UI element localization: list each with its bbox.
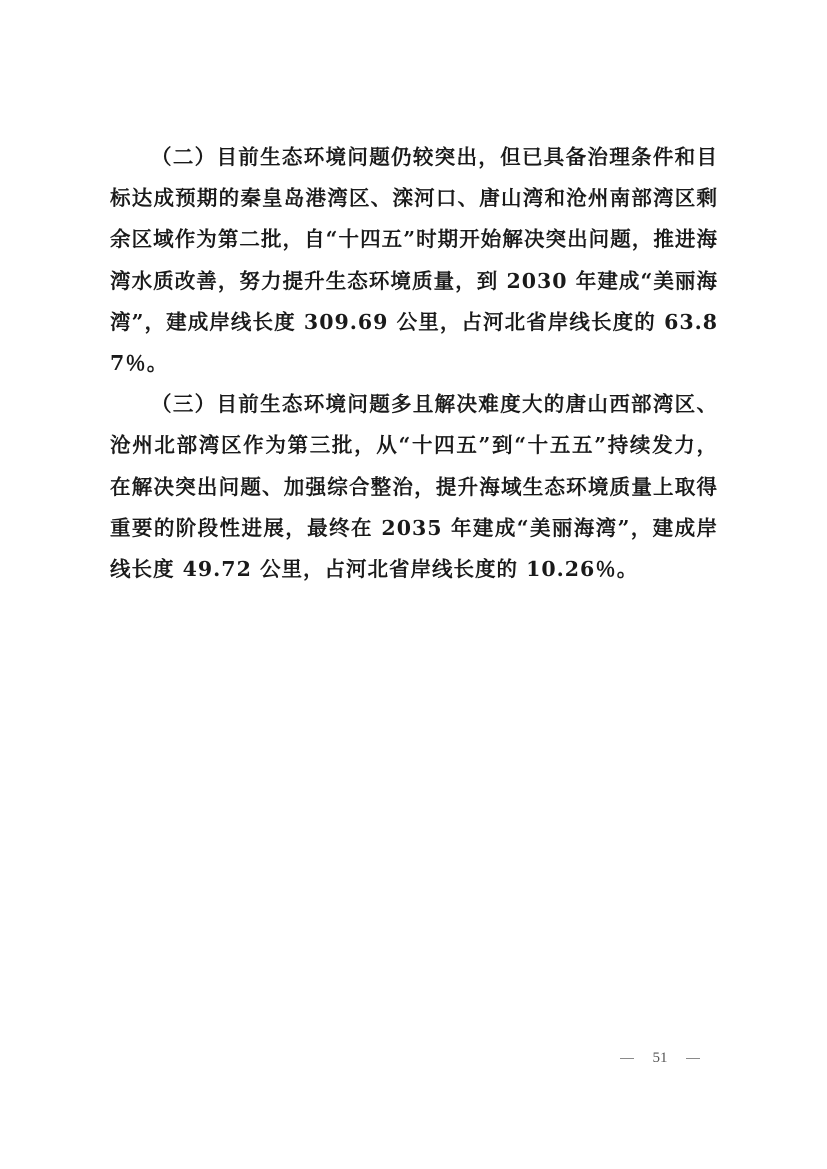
page-footer <box>620 1046 700 1070</box>
paragraph-second-batch: （二）目前生态环境问题仍较突出，但已具备治理条件和目标达成预期的秦皇岛港湾区、滦河口、唐山湾和沧州南部湾区剩余区域作为第二批，自“十四五”时期开始解决突出问题，推进海湾水质改善，努力提升生态环境质量，到 2030 年建成“美丽海湾”，建成岸线长度 309.69 公里，占河北省岸线长度的 63.87％。 <box>110 145 718 376</box>
footer-dash-right <box>686 1058 700 1059</box>
paragraph-third-batch: （三）目前生态环境问题多且解决难度大的唐山西部湾区、沧州北部湾区作为第三批，从“十四五”到“十五五”持续发力，在解决突出问题、加强综合整治，提升海域生态环境质量上取得重要的阶段性进展，最终在 2035 年建成“美丽海湾”，建成岸线长度 49.72 公里，占河北省岸线长度的 10.26％。 <box>110 392 718 582</box>
page-number: 51 <box>652 1049 668 1066</box>
body-text <box>110 137 718 590</box>
footer-dash-left <box>620 1058 634 1059</box>
